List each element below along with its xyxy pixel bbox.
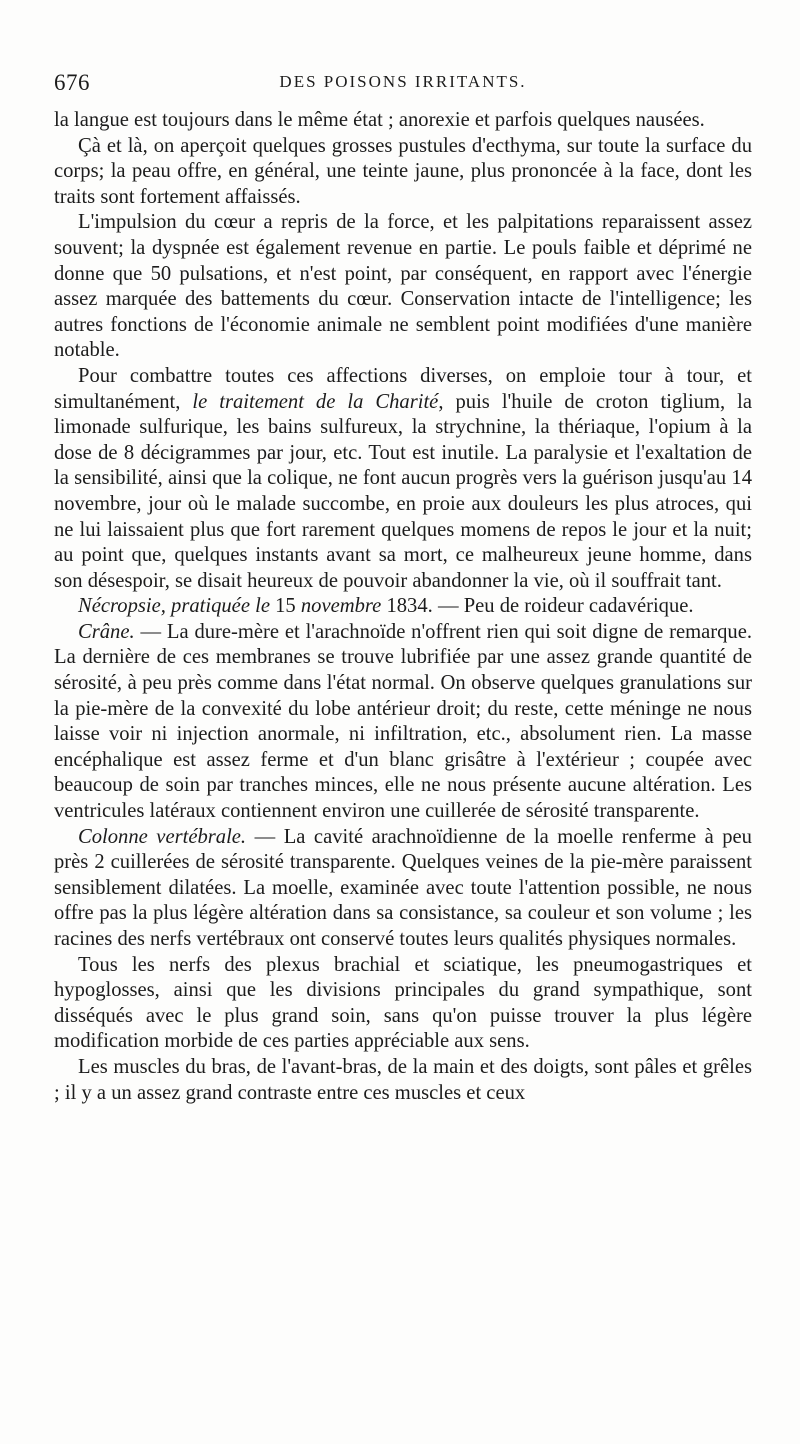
section-heading-spine: Colonne vertébrale. xyxy=(78,825,247,848)
paragraph-skull: Crâne. — La dure-mère et l'arachnoïde n'offrent rien qui soit digne de remarque. La dernière de ces membranes se trouve lubrifiée par une assez grande quantité de sérosité, à peu près comme dans l'état normal. On observe quelques granulations sur la pie-mère de la convexité du lobe antérieur droit; du reste, cette méninge ne nous laisse voir ni injection anormale, ni infiltration, etc., absolument rien. La masse encéphalique est assez ferme et d'un blanc grisâtre à l'extérieur ; coupée avec beaucoup de soin par tranches minces, elle ne nous présente aucune altération. Les ventricules latéraux contiennent environ une cuillerée de sérosité transparente. xyxy=(54,620,752,823)
paragraph-treatment: Pour combattre toutes ces affections diverses, on emploie tour à tour, et simultanément, le traitement de la Charité, puis l'huile de croton tiglium, la limonade sulfurique, les bains sulfureux, la strychnine, la thériaque, l'opium à la dose de 8 décigrammes par jour, etc. Tout est inutile. La paralysie et l'exaltation de la sensibilité, ainsi que la colique, ne font aucun progrès vers la guérison jusqu'au 14 novembre, jour où le malade succombe, en proie aux douleurs les plus atroces, qui ne lui laissaient plus que fort rarement quelques momens de repos le jour et la nuit; au point que, quelques instants avant sa mort, ce malheureux jeune homme, dans son désespoir, se disait heureux de pouvoir abandonner la vie, où il souffrait tant. xyxy=(54,364,752,592)
section-heading-necropsy: Nécropsie, pratiquée le xyxy=(78,595,270,618)
section-heading-skull: Crâne. xyxy=(78,620,135,643)
running-head xyxy=(54,70,752,100)
running-title: DES POISONS IRRITANTS. xyxy=(279,72,527,91)
paragraph-spine: Colonne vertébrale. — La cavité arachnoïdienne de la moelle renferme à peu près 2 cuillerées de sérosité transparente. Quelques veines de la pie-mère paraissent sensiblement dilatées. La moelle, examinée avec toute l'attention possible, ne nous offre pas la plus légère altération dans sa consistance, sa couleur et son volume ; les racines des nerfs vertébraux ont conservé toutes leurs qualités physiques normales. xyxy=(54,825,752,950)
treatment-name: le traitement de la Charité xyxy=(192,390,439,413)
paragraph-muscles: Les muscles du bras, de l'avant-bras, de la main et des doigts, sont pâles et grêles ; il y a un assez grand contraste entre ces muscles et ceux xyxy=(54,1055,752,1104)
paragraph-necropsy: Nécropsie, pratiquée le 15 novembre 1834. — Peu de roideur cadavérique. xyxy=(78,595,694,618)
paragraph-heart: L'impulsion du cœur a repris de la force, et les palpitations reparaissent assez souvent; la dyspnée est également revenue en partie. Le pouls faible et déprimé ne donne que 50 pulsations, et n'est point, par conséquent, en rapport avec l'énergie assez marquée des battements du cœur. Conservation intacte de l'intelligence; les autres fonctions de l'économie animale ne semblent point modifiées d'une manière notable. xyxy=(54,211,752,362)
body-text xyxy=(54,108,752,1106)
necropsy-month: novembre xyxy=(300,595,382,618)
page-number: 676 xyxy=(54,70,90,95)
paragraph-continuation: la langue est toujours dans le même état ; anorexie et parfois quelques nausées. xyxy=(54,109,705,131)
paragraph-pustules: Çà et là, on aperçoit quelques grosses pustules d'ecthyma, sur toute la surface du corps; la peau offre, en général, une teinte jaune, plus prononcée à la face, dont les traits sont fortement affaissés. xyxy=(54,134,752,208)
paragraph-nerves: Tous les nerfs des plexus brachial et sciatique, les pneumogastriques et hypoglosses, ainsi que les divisions principales du grand sympathique, sont disséqués avec le plus grand soin, sans qu'on puisse trouver la plus légère modification morbide de ces parties appréciable aux sens. xyxy=(54,953,752,1053)
